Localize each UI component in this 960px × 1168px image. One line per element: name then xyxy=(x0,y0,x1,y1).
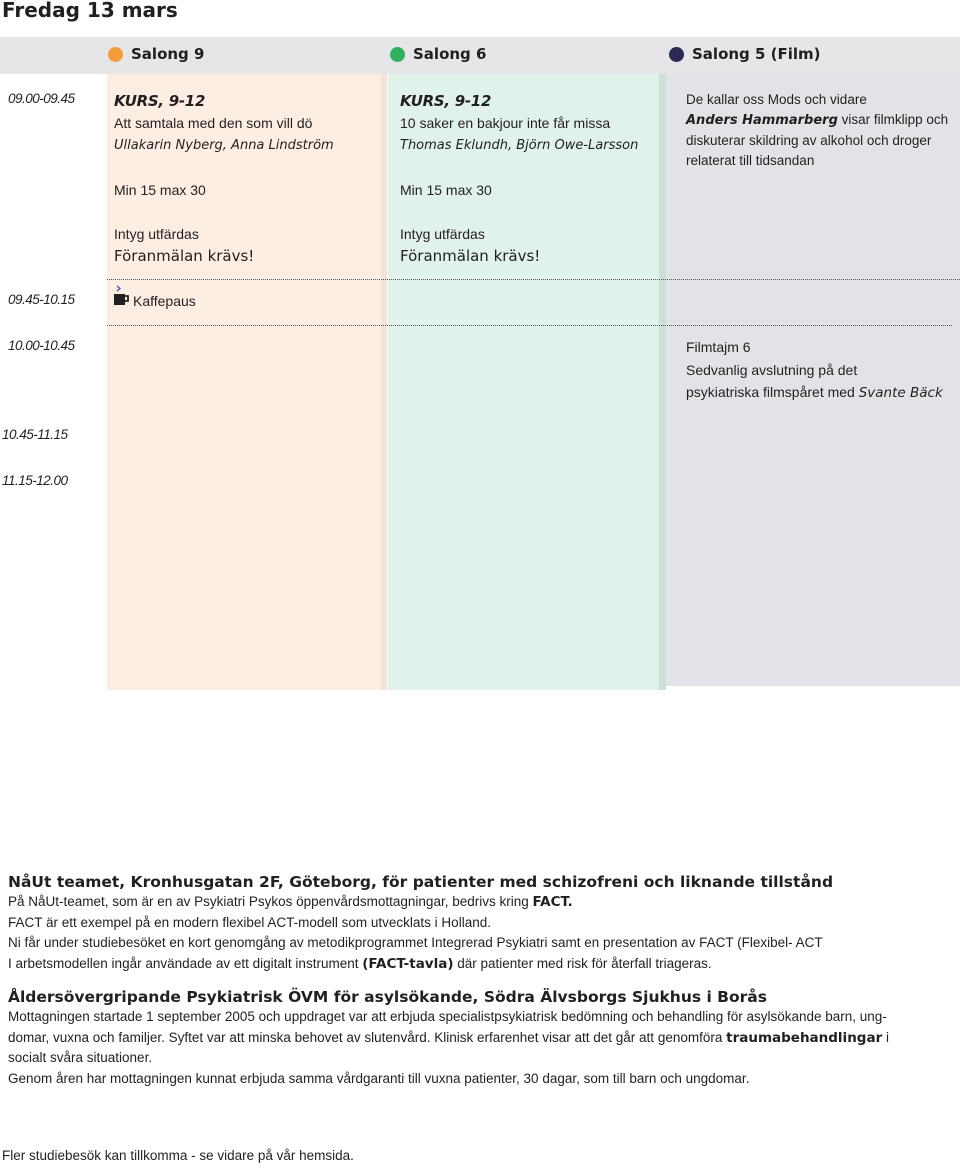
session-capacity: Min 15 max 30 xyxy=(114,182,206,198)
session-speaker: Anders Hammarberg xyxy=(686,113,838,128)
visit-text-part: På NåUt-teamet, som är en av Psykiatri Psykos öppenvårdsmottagningar, bedrivs kring xyxy=(8,894,533,909)
column-name: Salong 5 (Film) xyxy=(692,45,821,63)
study-visit-asyl xyxy=(8,987,889,1089)
study-visit-nauut xyxy=(8,872,833,974)
session-speakers: Ullakarin Nyberg, Anna Lindström xyxy=(114,138,334,153)
visit-text-part: domar, vuxna och familjer. Syftet var att minska behovet av slutenvård. Klinisk erfarenhet visar att det går att genomföra xyxy=(8,1029,727,1045)
session-certificate: Intyg utfärdas xyxy=(400,226,485,242)
film-title: Filmtajm 6 xyxy=(686,339,751,355)
film-session xyxy=(686,336,943,405)
visit-text-part: i xyxy=(882,1029,889,1045)
session-registration: Föranmälan krävs! xyxy=(400,247,541,265)
visit-text xyxy=(8,892,833,913)
time-slot: 11.15-12.00 xyxy=(2,473,68,488)
visit-text xyxy=(8,954,833,975)
coffee-cup-icon xyxy=(113,285,131,307)
column-name: Salong 6 xyxy=(413,45,487,63)
session-registration: Föranmälan krävs! xyxy=(114,247,255,265)
column-header-salong-6 xyxy=(390,45,486,63)
visit-text xyxy=(8,1028,889,1049)
film-text xyxy=(686,381,943,405)
column-divider xyxy=(659,74,666,690)
session-text: diskuterar skildring av alkohol och droger xyxy=(686,133,932,148)
time-slot: 10.45-11.15 xyxy=(2,427,68,442)
session-topic: 10 saker en bakjour inte får missa xyxy=(400,115,611,131)
visit-text: FACT är ett exempel på en modern flexibel ACT-modell som utvecklats i Holland. xyxy=(8,914,491,930)
divider-line xyxy=(107,325,952,326)
session-capacity: Min 15 max 30 xyxy=(400,182,492,198)
visit-text: Mottagningen startade 1 september 2005 och uppdraget var att erbjuda specialistpsykiatrisk bedömning och behandling för asylsökande barn, ung- xyxy=(8,1009,887,1024)
session-heading: KURS, 9-12 xyxy=(114,92,206,110)
time-slot: 10.00-10.45 xyxy=(8,338,75,353)
film-text: Sedvanlig avslutning på det xyxy=(686,361,858,378)
time-slot: 09.45-10.15 xyxy=(8,292,75,307)
column-divider xyxy=(381,74,387,690)
session-salong-9 xyxy=(114,90,334,267)
session-topic: Att samtala med den som vill dö xyxy=(114,115,313,131)
visit-bold-text: FACT. xyxy=(532,894,573,910)
visit-text-part: där patienter med risk för återfall triageras. xyxy=(453,955,712,971)
visit-text: Genom åren har mottagningen kunnat erbjuda samma vårdgaranti till vuxna patienter, 30 dagar, som till barn och ungdomar. xyxy=(8,1070,750,1086)
session-description xyxy=(686,110,948,131)
session-salong-6 xyxy=(400,90,638,267)
session-topic: De kallar oss Mods och vidare xyxy=(686,92,867,107)
film-text-part: psykiatriska filmspåret med xyxy=(686,384,859,400)
orange-dot-icon xyxy=(108,47,123,62)
column-name: Salong 9 xyxy=(131,45,205,63)
visit-text: Ni får under studiebesöket en kort genomgång av metodikprogrammet Integrerad Psykiatri samt en presentation av FACT (Flexibel- ACT xyxy=(8,935,823,950)
visit-text-part: I arbetsmodellen ingår användade av ett digitalt instrument xyxy=(8,955,363,971)
session-text: relaterat till tidsandan xyxy=(686,153,815,168)
session-text: visar filmklipp och xyxy=(837,112,949,127)
session-salong-5 xyxy=(686,90,948,171)
visit-heading: NåUt teamet, Kronhusgatan 2F, Göteborg, för patienter med schizofreni och liknande tillstånd xyxy=(8,873,834,891)
divider-line xyxy=(107,279,960,280)
break-label: Kaffepaus xyxy=(133,293,196,309)
column-header-salong-5 xyxy=(669,45,821,63)
visit-heading: Åldersövergripande Psykiatrisk ÖVM för asylsökande, Södra Älvsborgs Sjukhus i Borås xyxy=(8,988,767,1006)
footer-note: Fler studiebesök kan tillkomma - se vidare på vår hemsida. xyxy=(2,1148,354,1163)
session-heading: KURS, 9-12 xyxy=(400,92,492,110)
navy-dot-icon xyxy=(669,47,684,62)
green-dot-icon xyxy=(390,47,405,62)
visit-bold-text: traumabehandlingar xyxy=(726,1029,883,1046)
visit-bold-text: (FACT-tavla) xyxy=(362,955,454,972)
session-certificate: Intyg utfärdas xyxy=(114,226,199,242)
time-slot: 09.00-09.45 xyxy=(8,91,75,106)
session-speakers: Thomas Eklundh, Björn Owe-Larsson xyxy=(400,138,639,153)
page-title: Fredag 13 mars xyxy=(2,0,178,22)
column-header-salong-9 xyxy=(108,45,204,63)
visit-text: socialt svåra situationer. xyxy=(8,1050,153,1065)
film-host: Svante Bäck xyxy=(858,385,943,401)
